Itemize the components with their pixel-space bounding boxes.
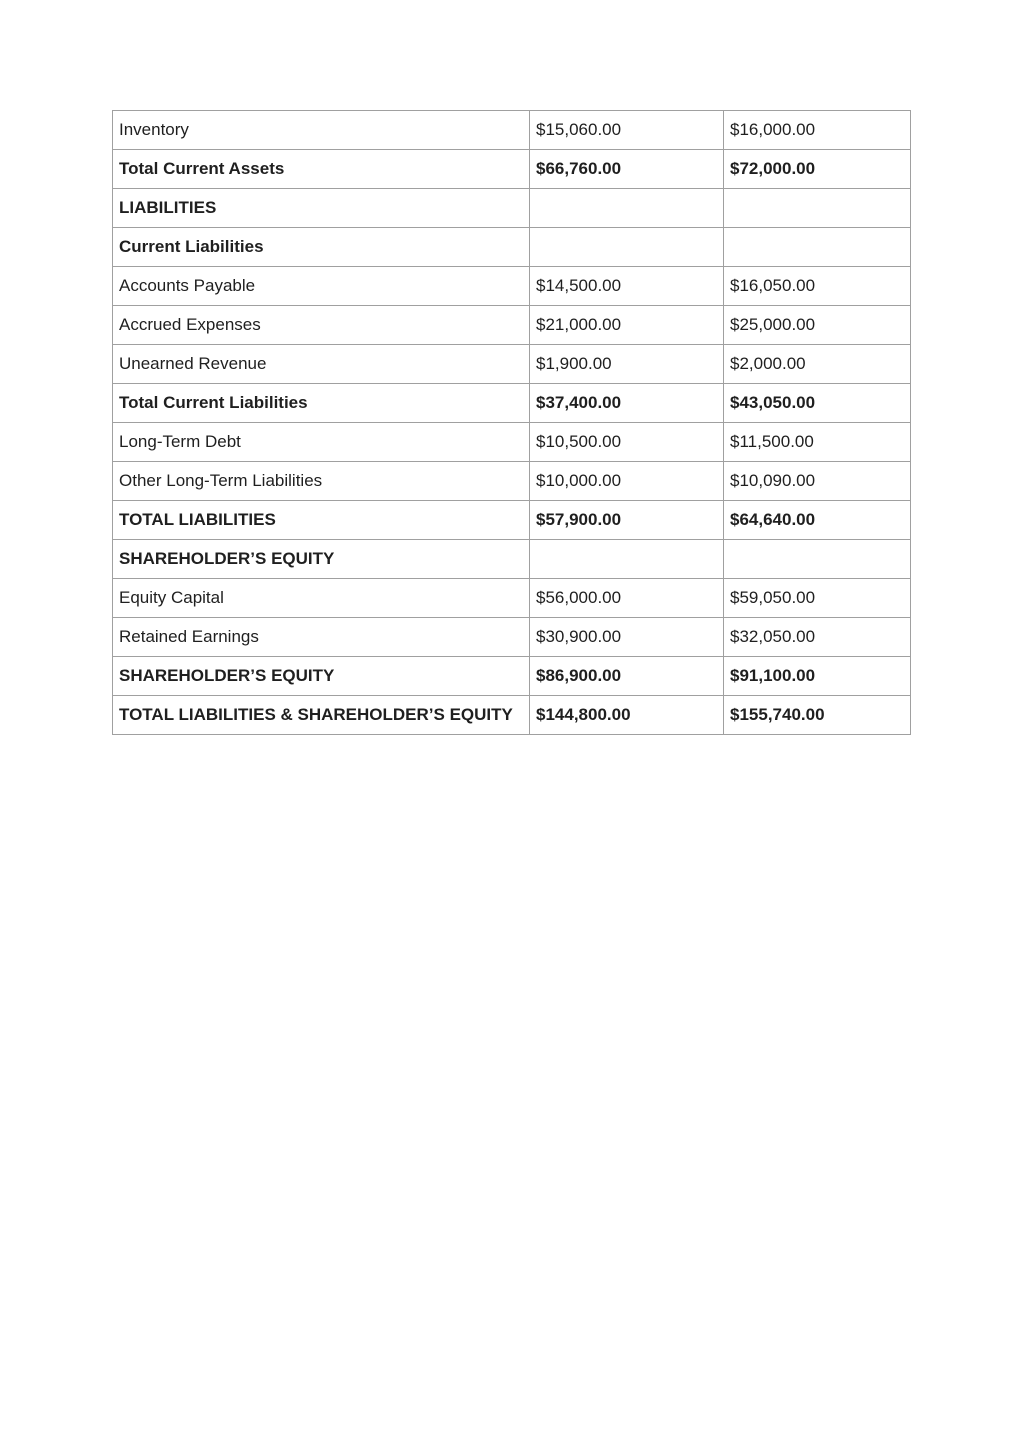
table-row [113,150,911,189]
row-label: SHAREHOLDER’S EQUITY [113,657,530,696]
value-column-2: $59,050.00 [724,579,911,618]
value-column-2: $64,640.00 [724,501,911,540]
value-column-2: $10,090.00 [724,462,911,501]
value-column-1: $10,500.00 [530,423,724,462]
table-row [113,462,911,501]
table-row [113,423,911,462]
row-label: SHAREHOLDER’S EQUITY [113,540,530,579]
row-label: Retained Earnings [113,618,530,657]
value-column-1 [530,540,724,579]
value-column-1: $21,000.00 [530,306,724,345]
value-column-2: $2,000.00 [724,345,911,384]
value-column-1: $15,060.00 [530,111,724,150]
value-column-1 [530,228,724,267]
table-row [113,306,911,345]
row-label: Equity Capital [113,579,530,618]
value-column-2: $91,100.00 [724,657,911,696]
table-row [113,111,911,150]
table-row [113,657,911,696]
value-column-1: $144,800.00 [530,696,724,735]
row-label: LIABILITIES [113,189,530,228]
row-label: Long-Term Debt [113,423,530,462]
value-column-1: $66,760.00 [530,150,724,189]
value-column-2 [724,189,911,228]
row-label: Total Current Assets [113,150,530,189]
balance-sheet-body [113,111,911,735]
row-label: TOTAL LIABILITIES & SHAREHOLDER’S EQUITY [113,696,530,735]
row-label: Accrued Expenses [113,306,530,345]
value-column-2: $11,500.00 [724,423,911,462]
value-column-2: $32,050.00 [724,618,911,657]
row-label: TOTAL LIABILITIES [113,501,530,540]
table-row [113,345,911,384]
value-column-1: $57,900.00 [530,501,724,540]
value-column-2: $25,000.00 [724,306,911,345]
table-row [113,384,911,423]
value-column-1: $1,900.00 [530,345,724,384]
value-column-1 [530,189,724,228]
row-label: Total Current Liabilities [113,384,530,423]
value-column-2: $155,740.00 [724,696,911,735]
table-row [113,696,911,735]
value-column-1: $30,900.00 [530,618,724,657]
value-column-1: $37,400.00 [530,384,724,423]
table-row [113,228,911,267]
value-column-1: $56,000.00 [530,579,724,618]
value-column-1: $14,500.00 [530,267,724,306]
table-row [113,189,911,228]
table-row [113,501,911,540]
table-row [113,618,911,657]
table-row [113,579,911,618]
row-label: Current Liabilities [113,228,530,267]
balance-sheet-table [112,110,911,735]
value-column-2: $72,000.00 [724,150,911,189]
table-row [113,540,911,579]
value-column-1: $86,900.00 [530,657,724,696]
row-label: Accounts Payable [113,267,530,306]
value-column-2 [724,228,911,267]
row-label: Other Long-Term Liabilities [113,462,530,501]
value-column-2: $16,000.00 [724,111,911,150]
value-column-2: $16,050.00 [724,267,911,306]
value-column-2: $43,050.00 [724,384,911,423]
row-label: Unearned Revenue [113,345,530,384]
table-row [113,267,911,306]
row-label: Inventory [113,111,530,150]
value-column-1: $10,000.00 [530,462,724,501]
value-column-2 [724,540,911,579]
